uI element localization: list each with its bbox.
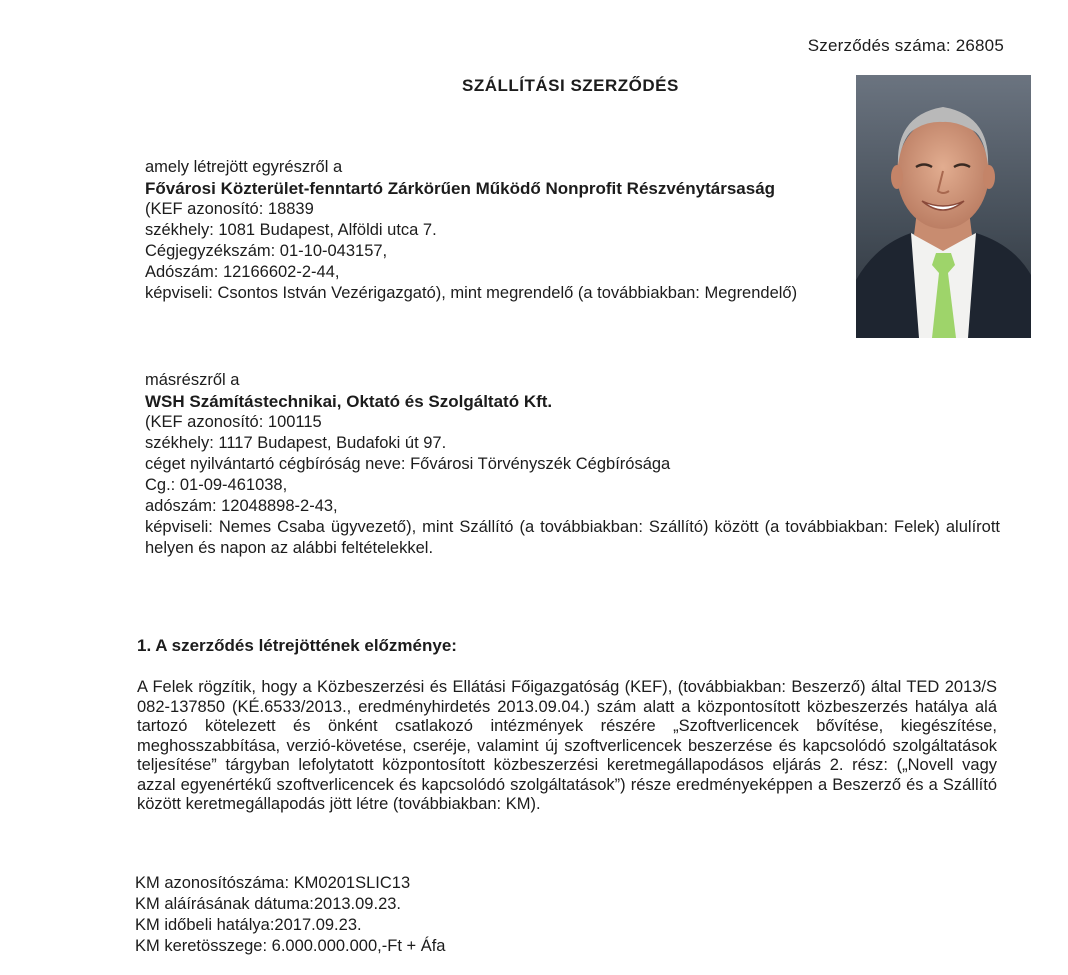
contract-number: Szerződés száma: 26805 <box>807 36 1004 55</box>
party1-tax: Adószám: 12166602-2-44, <box>145 263 340 281</box>
portrait-photo <box>856 75 1031 338</box>
party2-address: székhely: 1117 Budapest, Budafoki út 97. <box>145 434 447 452</box>
party1-represented: képviseli: Csontos István Vezérigazgató), mint megrendelő (a továbbiakban: Megrendelő) <box>145 284 798 302</box>
party2-kef-id: (KEF azonosító: 100115 <box>145 413 322 431</box>
km-validity: KM időbeli hatálya:2017.09.23. <box>135 916 362 934</box>
section1-heading: 1. A szerződés létrejöttének előzménye: <box>137 636 457 655</box>
party1-kef-id: (KEF azonosító: 18839 <box>145 200 314 218</box>
km-id: KM azonosítószáma: KM0201SLIC13 <box>135 874 411 892</box>
party2-court: céget nyilvántartó cégbíróság neve: Fővárosi Törvényszék Cégbírósága <box>145 455 671 473</box>
km-signed: KM aláírásának dátuma:2013.09.23. <box>135 895 402 913</box>
party1-intro: amely létrejött egyrészről a <box>145 158 343 176</box>
party-supplier <box>145 370 1000 559</box>
party2-name: WSH Számítástechnikai, Oktató és Szolgáltató Kft. <box>145 392 553 411</box>
km-budget: KM keretösszege: 6.000.000.000,-Ft + Áfa <box>135 937 446 955</box>
party2-represented: képviseli: Nemes Csaba ügyvezető), mint Szállító (a továbbiakban: Szállító) között (a továbbiakban: Felek) alulírott helyen és napon az alábbi feltételekkel. <box>145 518 1000 557</box>
party1-name: Fővárosi Közterület-fenntartó Zárkörűen Működő Nonprofit Részvénytársaság <box>145 179 776 198</box>
party2-tax: adószám: 12048898-2-43, <box>145 497 338 515</box>
party-customer <box>145 157 855 304</box>
party1-address: székhely: 1081 Budapest, Alföldi utca 7. <box>145 221 437 239</box>
party2-registry: Cg.: 01-09-461038, <box>145 476 288 494</box>
portrait-photo-icon <box>856 75 1031 338</box>
party2-intro: másrészről a <box>145 371 240 389</box>
party1-registry: Cégjegyzékszám: 01-10-043157, <box>145 242 388 260</box>
document-title: SZÁLLÍTÁSI SZERZŐDÉS <box>462 76 679 95</box>
section1-body: A Felek rögzítik, hogy a Közbeszerzési és Ellátási Főigazgatóság (KEF), (továbbiakban: Beszerző) által TED 2013/S 082-137850 (KÉ.6533/2013., eredményhirdetés 2013.09.04.) szám alatt a központosított közbeszerzés hatálya alá tartozó kötelezett és önként csatlakozó intézmények részére „Szoftverlicencek bővítése, kiegészítése, meghosszabbítása, verzió-követése, cseréje, valamint új szoftverlicencek beszerzése és kapcsolódó szolgáltatások teljesítése” tárgyban lefolytatott központosított közbeszerzési keretmegállapodásos eljárás 2. rész: („Novell vagy azzal egyenértékű szoftverlicencek és kapcsolódó szolgáltatások”) része eredményeképpen a Beszerző és a Szállító között keretmegállapodás jött létre (továbbiakban: KM). <box>137 678 997 813</box>
km-details <box>135 873 445 957</box>
